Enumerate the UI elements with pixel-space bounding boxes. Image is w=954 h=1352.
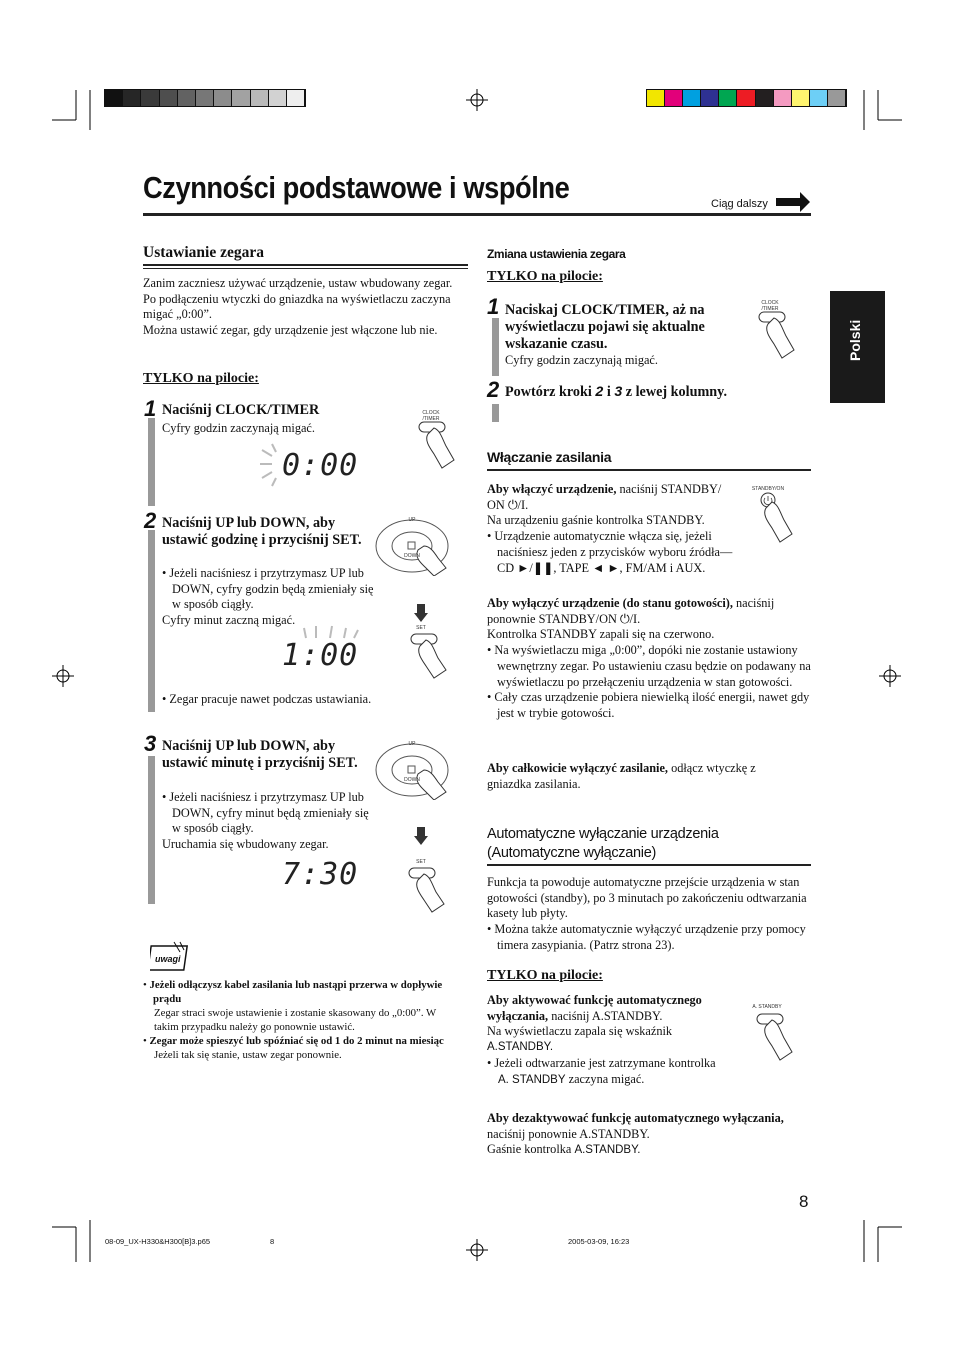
indicator-name: A.STANDBY. — [574, 1144, 641, 1157]
standby-button-label: STANDBY/ON — [751, 486, 785, 492]
step-ref: 2 — [595, 384, 604, 400]
step-after: Cyfry minut zaczną migać. — [162, 613, 296, 627]
page-title: Czynności podstawowe i wspólne — [143, 170, 570, 205]
step-title: Naciśnij UP lub DOWN, aby ustawić minutę i przyciśnij SET. — [162, 738, 358, 771]
bullet-text: Cały czas urządzenie pobiera niewielką ilość energii, nawet gdy jest w trybie gotowości. — [494, 690, 810, 720]
note-text: Jeżeli tak się stanie, ustaw zegar ponownie. — [154, 1049, 342, 1061]
down-arrow-icon — [414, 827, 428, 845]
step-bar — [148, 418, 155, 506]
bullet-text: zaczyna migać. — [565, 1071, 645, 1086]
power-on-block — [487, 482, 737, 576]
deactivate-text: naciśnij ponownie A.STANDBY. — [487, 1126, 650, 1141]
bullet-text: Można także automatycznie wyłączyć urządzenie przy pomocy timera zasypiania. (Patrz strona 23). — [494, 922, 806, 952]
note-item: • Zegar może spieszyć lub spóźniać się od 1 do 2 minut na miesiąc — [143, 1035, 444, 1047]
step-bullet: • Jeżeli naciśniesz i przytrzymasz UP lub DOWN, cyfry minut będą zmieniały się w sposób ciągły. — [162, 790, 369, 836]
clock-display: 7:30 — [282, 857, 359, 892]
clock-timer-button-label: CLOCK /TIMER — [761, 300, 779, 312]
step-bullet: • Jeżeli naciśniesz i przytrzymasz UP lub DOWN, cyfry godzin będą zmieniały się w sposób ciągły. — [162, 566, 374, 612]
note-title: Zegar może spieszyć lub spóźniać się od 1 do 2 minut na miesiąc — [149, 1035, 444, 1047]
bullet: • Jeżeli odtwarzanie jest zatrzymane kontrolka — [487, 1055, 716, 1070]
bullet-text: Urządzenie automatycznie włącza się, jeżeli naciśniesz jeden z przycisków wyboru źródła—CD ►/❚❚, TAPE ◄ ►, FM/AM i AUX. — [494, 529, 733, 575]
activate-text: Na wyświetlaczu zapala się wskaźnik — [487, 1024, 673, 1039]
deactivate-bold: Aby dezaktywować funkcję automatycznego wyłączania, — [487, 1111, 784, 1125]
a-standby-finger-icon[interactable] — [754, 1012, 798, 1062]
step-number: 1 — [487, 294, 500, 319]
bullet-text: Jeżeli naciśniesz i przytrzymasz UP lub DOWN, cyfry minut będą zmieniały się w sposób ciągły. — [169, 790, 369, 836]
intro-line: Można ustawić zegar, gdy urządzenie jest włączone lub nie. — [143, 323, 438, 338]
set-label: SET — [416, 625, 426, 631]
title-rule — [143, 213, 811, 216]
intro-line: Po podłączeniu wtyczki do gniazdka na wyświetlaczu zaczyna migać „0:00”. — [143, 291, 451, 322]
step-number: 3 — [144, 731, 157, 756]
continued-label: Ciąg dalszy — [711, 198, 768, 210]
step-number: 2 — [144, 508, 157, 533]
power-on-text: naciśnij STANDBY/ — [616, 482, 722, 496]
blink-rays-icon — [300, 624, 360, 640]
full-off-block — [487, 761, 787, 792]
set-label: SET — [416, 859, 426, 865]
power-off-block — [487, 596, 811, 722]
step-number: 1 — [144, 396, 157, 421]
power-off-text: naciśnij ponownie STANDBY/ON ⏻/I. — [487, 596, 775, 626]
step-ref: 3 — [614, 384, 623, 400]
section-rule — [143, 264, 468, 266]
finger-press-icon[interactable] — [756, 310, 800, 360]
step-text: i — [603, 384, 615, 400]
note-text: Zegar straci swoje ustawienie i zostanie skasowany do „0:00”. W takim przypadku należy go ponownie ustawić. — [154, 1007, 437, 1033]
clock-timer-button-label: CLOCK /TIMER — [422, 410, 440, 422]
set-finger-icon[interactable] — [408, 632, 452, 680]
bullet: • Na wyświetlaczu miga „0:00”, dopóki nie zostanie ustawiony wewnętrzny zegar. Po ustawieniu czasu będzie on podawany na wyświetlaczu po przełączeniu urządzenia w stan gotowości. — [487, 643, 811, 689]
activate-bold: Aby aktywować funkcję automatycznego wyłączania, — [487, 993, 702, 1023]
change-clock-heading: Zmiana ustawienia zegara — [487, 247, 626, 261]
power-off-text: Kontrolka STANDBY zapali się na czerwono. — [487, 627, 715, 642]
set-finger-icon[interactable] — [406, 866, 450, 914]
down-arrow-icon — [414, 604, 428, 622]
bullet-text: Jeżeli odtwarzanie jest zatrzymane kontrolka — [494, 1055, 716, 1070]
power-rule — [487, 469, 811, 471]
auto-text: Funkcja ta powoduje automatyczne przejście urządzenia w stan gotowości (standby), po 3 minutach po zakończeniu odtwarzania kasety lub płyty. — [487, 875, 807, 921]
full-off-text: odłącz wtyczkę z gniazdka zasilania. — [487, 761, 756, 791]
auto-text-block — [487, 875, 811, 954]
auto-heading-line: (Automatyczne wyłączanie) — [487, 845, 656, 861]
notes-list — [143, 978, 463, 1062]
only-remote-label: TYLKO na pilocie: — [487, 968, 603, 983]
power-on-text: Na urządzeniu gaśnie kontrolka STANDBY. — [487, 513, 705, 528]
bullet: • Urządzenie automatycznie włącza się, jeżeli naciśniesz jeden z przycisków wyboru źródła—CD ►/❚❚, TAPE ◄ ►, FM/AM i AUX. — [487, 529, 733, 575]
bullet-text: Na wyświetlaczu miga „0:00”, dopóki nie zostanie ustawiony wewnętrzny zegar. Po ustawieniu czasu będzie on podawany na wyświetlaczu po przełączeniu urządzenia w stan gotowości. — [494, 643, 811, 689]
footer-page: 8 — [270, 1237, 275, 1246]
power-heading: Włączanie zasilania — [487, 449, 612, 465]
bullet-text: Zegar pracuje nawet podczas ustawiania. — [169, 692, 372, 706]
up-label: UP — [408, 741, 416, 747]
auto-heading — [487, 825, 719, 863]
page-number: 8 — [799, 1192, 809, 1211]
section-heading-clock: Ustawianie zegara — [143, 244, 264, 261]
activate-text: naciśnij A.STANDBY. — [548, 1008, 663, 1023]
step-bullet: • Zegar pracuje nawet podczas ustawiania. — [162, 692, 372, 706]
power-off-bold: Aby wyłączyć urządzenie (do stanu gotowości), — [487, 596, 733, 610]
down-label: DOWN — [404, 777, 420, 783]
up-down-pad-icon[interactable] — [374, 740, 464, 800]
step-bar — [492, 318, 499, 376]
auto-rule — [487, 864, 811, 866]
up-down-pad-icon[interactable] — [374, 516, 464, 576]
footer-file: 08-09_UX-H330&H300[B]3.p65 — [105, 1237, 211, 1246]
note-item: • Jeżeli odłączysz kabel zasilania lub nastąpi przerwa w dopływie prądu — [143, 979, 443, 1005]
notes-icon-label: uwagi — [155, 954, 181, 964]
activate-indicator: A.STANDBY. — [487, 1041, 554, 1054]
footer-date: 2005-03-09, 16:23 — [568, 1237, 630, 1246]
step-note: Cyfry godzin zaczynają migać. — [162, 421, 315, 435]
power-on-bold: Aby włączyć urządzenie, — [487, 482, 617, 496]
clock-display: 0:00 — [282, 448, 359, 483]
bullet: • Cały czas urządzenie pobiera niewielką ilość energii, nawet gdy jest w trybie gotowości. — [487, 690, 810, 720]
full-off-bold: Aby całkowicie wyłączyć zasilanie, — [487, 761, 669, 775]
deactivate-block — [487, 1111, 811, 1159]
language-tab — [830, 291, 885, 403]
step-title — [505, 384, 727, 401]
section-rule-thin — [143, 268, 468, 269]
step-title: Naciskaj CLOCK/TIMER, aż na wyświetlaczu pojawi się aktualne wskazanie czasu. — [505, 302, 705, 352]
finger-press-icon[interactable] — [416, 420, 460, 470]
step-title: Naciśnij CLOCK/TIMER — [162, 402, 320, 418]
auto-heading-line: Automatyczne wyłączanie urządzenia — [487, 826, 719, 842]
deactivate-text: Gaśnie kontrolka — [487, 1142, 575, 1157]
standby-finger-icon[interactable] — [756, 492, 800, 544]
note-title: Jeżeli odłączysz kabel zasilania lub nastąpi przerwa w dopływie prądu — [149, 979, 443, 1005]
clock-display: 1:00 — [282, 638, 359, 673]
only-remote-label: TYLKO na pilocie: — [487, 269, 603, 284]
step-title: Naciśnij UP lub DOWN, aby ustawić godzinę i przyciśnij SET. — [162, 515, 362, 548]
step-text: z lewej kolumny. — [622, 384, 728, 400]
down-label: DOWN — [404, 553, 420, 559]
continued-arrow-icon — [776, 192, 810, 212]
a-standby-button-label: A. STANDBY — [752, 1004, 782, 1010]
only-remote-label: TYLKO na pilocie: — [143, 371, 259, 386]
bullet: • Można także automatycznie wyłączyć urządzenie przy pomocy timera zasypiania. (Patrz strona 23). — [487, 922, 806, 952]
step-after: Uruchamia się wbudowany zegar. — [162, 837, 329, 851]
step-number: 2 — [487, 377, 500, 402]
step-bar — [492, 404, 499, 422]
step-text: Powtórz kroki — [505, 384, 596, 400]
step-bar — [148, 530, 155, 712]
bullet-text: Jeżeli naciśniesz i przytrzymasz UP lub DOWN, cyfry godzin będą zmieniały się w sposób ciągły. — [169, 566, 374, 612]
indicator-name: A. STANDBY — [498, 1073, 566, 1086]
language-tab-label: Polski — [847, 319, 863, 361]
intro-text — [143, 276, 463, 339]
power-on-text: ON ⏻/I. — [487, 497, 529, 512]
step-bar — [148, 756, 155, 904]
blink-rays-icon — [258, 440, 288, 490]
intro-line: Zanim zaczniesz używać urządzenie, ustaw wbudowany zegar. — [143, 276, 453, 290]
up-label: UP — [408, 517, 416, 523]
activate-block — [487, 993, 743, 1088]
step-note: Cyfry godzin zaczynają migać. — [505, 353, 658, 367]
